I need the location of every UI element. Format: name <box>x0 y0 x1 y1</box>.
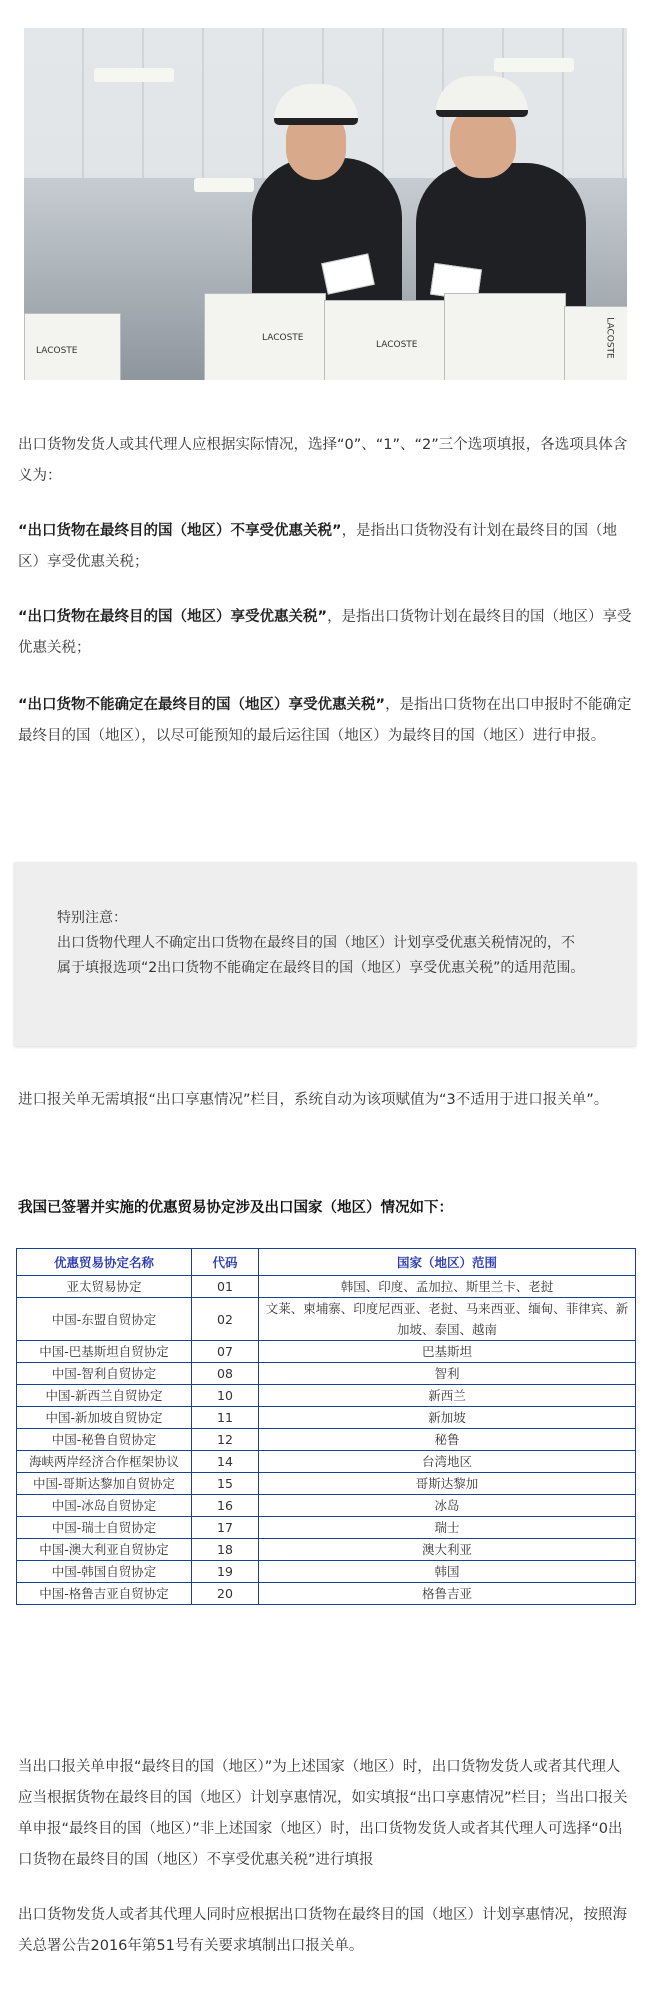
country-scope: 哥斯达黎加 <box>259 1473 636 1495</box>
country-scope: 智利 <box>259 1363 636 1385</box>
country-scope: 巴基斯坦 <box>259 1341 636 1363</box>
agreement-code: 16 <box>192 1495 259 1517</box>
customs-inspection-photo <box>24 28 627 380</box>
agreement-name: 中国-巴基斯坦自贸协定 <box>17 1341 192 1363</box>
notice-content <box>57 906 587 981</box>
table-row <box>17 1407 636 1429</box>
agreement-name: 海峡两岸经济合作框架协议 <box>17 1451 192 1473</box>
agreement-code: 20 <box>192 1583 259 1605</box>
lacoste-logo: LACOSTE <box>604 317 615 359</box>
country-scope: 冰岛 <box>259 1495 636 1517</box>
closing-paragraph: 出口货物发货人或者其代理人同时应根据出口货物在最终目的国（地区）计划享惠情况，按照海关总署公告2016年第51号有关要求填制出口报关单。 <box>18 1907 627 1954</box>
lacoste-logo: LACOSTE <box>36 346 78 356</box>
agreement-name: 中国-哥斯达黎加自贸协定 <box>17 1473 192 1495</box>
option-2-text: ，是指出口货物在出口申报时不能确定最终目的国（地区），以尽可能预知的最后运往国（地区）为最终目的国（地区）进行申报。 <box>18 697 632 744</box>
table-row <box>17 1276 636 1298</box>
goods-box <box>444 293 566 380</box>
option-0-paragraph <box>18 516 632 578</box>
option-0-text: ，是指出口货物没有计划在最终目的国（地区）享受优惠关税； <box>18 523 618 570</box>
country-scope: 瑞士 <box>259 1517 636 1539</box>
country-scope: 澳大利亚 <box>259 1539 636 1561</box>
option-0-title: “出口货物在最终目的国（地区）不享受优惠关税” <box>18 523 342 539</box>
special-notice-box <box>14 862 636 1046</box>
table-row <box>17 1451 636 1473</box>
after-table-paragraph: 当出口报关单申报“最终目的国（地区）”为上述国家（地区）时，出口货物发货人或者其代理人应当根据货物在最终目的国（地区）计划享惠情况，如实填报“出口享惠情况”栏目；当出口报关单申报“最终目的国（地区）”非上述国家（地区）时，出口货物发货人或者其代理人可选择“0出口货物在最终目的国（地区）不享受优惠关税”进行填报 <box>18 1759 628 1868</box>
agreement-code: 10 <box>192 1385 259 1407</box>
country-scope: 新西兰 <box>259 1385 636 1407</box>
country-scope: 秘鲁 <box>259 1429 636 1451</box>
agreement-name: 中国-格鲁吉亚自贸协定 <box>17 1583 192 1605</box>
agreement-code: 15 <box>192 1473 259 1495</box>
table-row <box>17 1561 636 1583</box>
agreement-code: 11 <box>192 1407 259 1429</box>
ceiling-light <box>494 58 574 72</box>
header-code: 代码 <box>192 1249 259 1276</box>
country-scope: 格鲁吉亚 <box>259 1583 636 1605</box>
ceiling-light <box>194 178 254 192</box>
option-1-title: “出口货物在最终目的国（地区）享受优惠关税” <box>18 609 328 625</box>
header-agreement-name: 优惠贸易协定名称 <box>17 1249 192 1276</box>
agreement-code: 01 <box>192 1276 259 1298</box>
agreement-name: 中国-新西兰自贸协定 <box>17 1385 192 1407</box>
agreement-name: 中国-冰岛自贸协定 <box>17 1495 192 1517</box>
agreement-code: 12 <box>192 1429 259 1451</box>
agreement-code: 07 <box>192 1341 259 1363</box>
country-scope: 韩国、印度、孟加拉、斯里兰卡、老挝 <box>259 1276 636 1298</box>
agreement-name: 中国-秘鲁自贸协定 <box>17 1429 192 1451</box>
agreement-code: 08 <box>192 1363 259 1385</box>
agreement-name: 中国-新加坡自贸协定 <box>17 1407 192 1429</box>
agreement-code: 14 <box>192 1451 259 1473</box>
agreement-name: 中国-东盟自贸协定 <box>17 1298 192 1341</box>
trade-agreement-table <box>16 1248 636 1605</box>
lacoste-logo: LACOSTE <box>262 333 304 343</box>
goods-box <box>564 306 627 380</box>
table-row <box>17 1517 636 1539</box>
country-scope: 台湾地区 <box>259 1451 636 1473</box>
table-title: 我国已签署并实施的优惠贸易协定涉及出口国家（地区）情况如下： <box>18 1200 453 1216</box>
agreement-name: 中国-韩国自贸协定 <box>17 1561 192 1583</box>
lacoste-logo: LACOSTE <box>376 340 418 350</box>
country-scope: 文莱、柬埔寨、印度尼西亚、老挝、马来西亚、缅甸、菲律宾、新加坡、泰国、越南 <box>259 1298 636 1341</box>
country-scope: 新加坡 <box>259 1407 636 1429</box>
agreement-name: 中国-智利自贸协定 <box>17 1363 192 1385</box>
agreement-code: 18 <box>192 1539 259 1561</box>
table-row <box>17 1583 636 1605</box>
table-row <box>17 1298 636 1341</box>
country-scope: 韩国 <box>259 1561 636 1583</box>
option-2-title: “出口货物不能确定在最终目的国（地区）享受优惠关税” <box>18 697 386 713</box>
table-body <box>17 1276 636 1605</box>
option-2-paragraph <box>18 690 632 752</box>
table-row <box>17 1473 636 1495</box>
agreement-name: 中国-澳大利亚自贸协定 <box>17 1539 192 1561</box>
agreement-name: 亚太贸易协定 <box>17 1276 192 1298</box>
notice-title: 特别注意： <box>57 910 127 926</box>
option-1-text: ，是指出口货物计划在最终目的国（地区）享受优惠关税； <box>18 609 632 656</box>
intro-paragraph: 出口货物发货人或其代理人应根据实际情况，选择“0”、“1”、“2”三个选项填报，各选项具体含义为： <box>18 437 628 484</box>
agreement-code: 19 <box>192 1561 259 1583</box>
import-note-paragraph: 进口报关单无需填报“出口享惠情况”栏目，系统自动为该项赋值为“3不适用于进口报关单”。 <box>18 1092 609 1108</box>
table-row <box>17 1495 636 1517</box>
table-header-row <box>17 1249 636 1276</box>
agreement-code: 17 <box>192 1517 259 1539</box>
agreement-code: 02 <box>192 1298 259 1341</box>
table-row <box>17 1363 636 1385</box>
option-1-paragraph <box>18 602 632 664</box>
header-country-scope: 国家（地区）范围 <box>259 1249 636 1276</box>
table-row <box>17 1429 636 1451</box>
table-row <box>17 1385 636 1407</box>
notice-body: 出口货物代理人不确定出口货物在最终目的国（地区）计划享受优惠关税情况的，不属于填报选项“2出口货物不能确定在最终目的国（地区）享受优惠关税”的适用范围。 <box>57 935 585 976</box>
ceiling-light <box>94 68 174 82</box>
table-row <box>17 1539 636 1561</box>
agreement-name: 中国-瑞士自贸协定 <box>17 1517 192 1539</box>
table-row <box>17 1341 636 1363</box>
